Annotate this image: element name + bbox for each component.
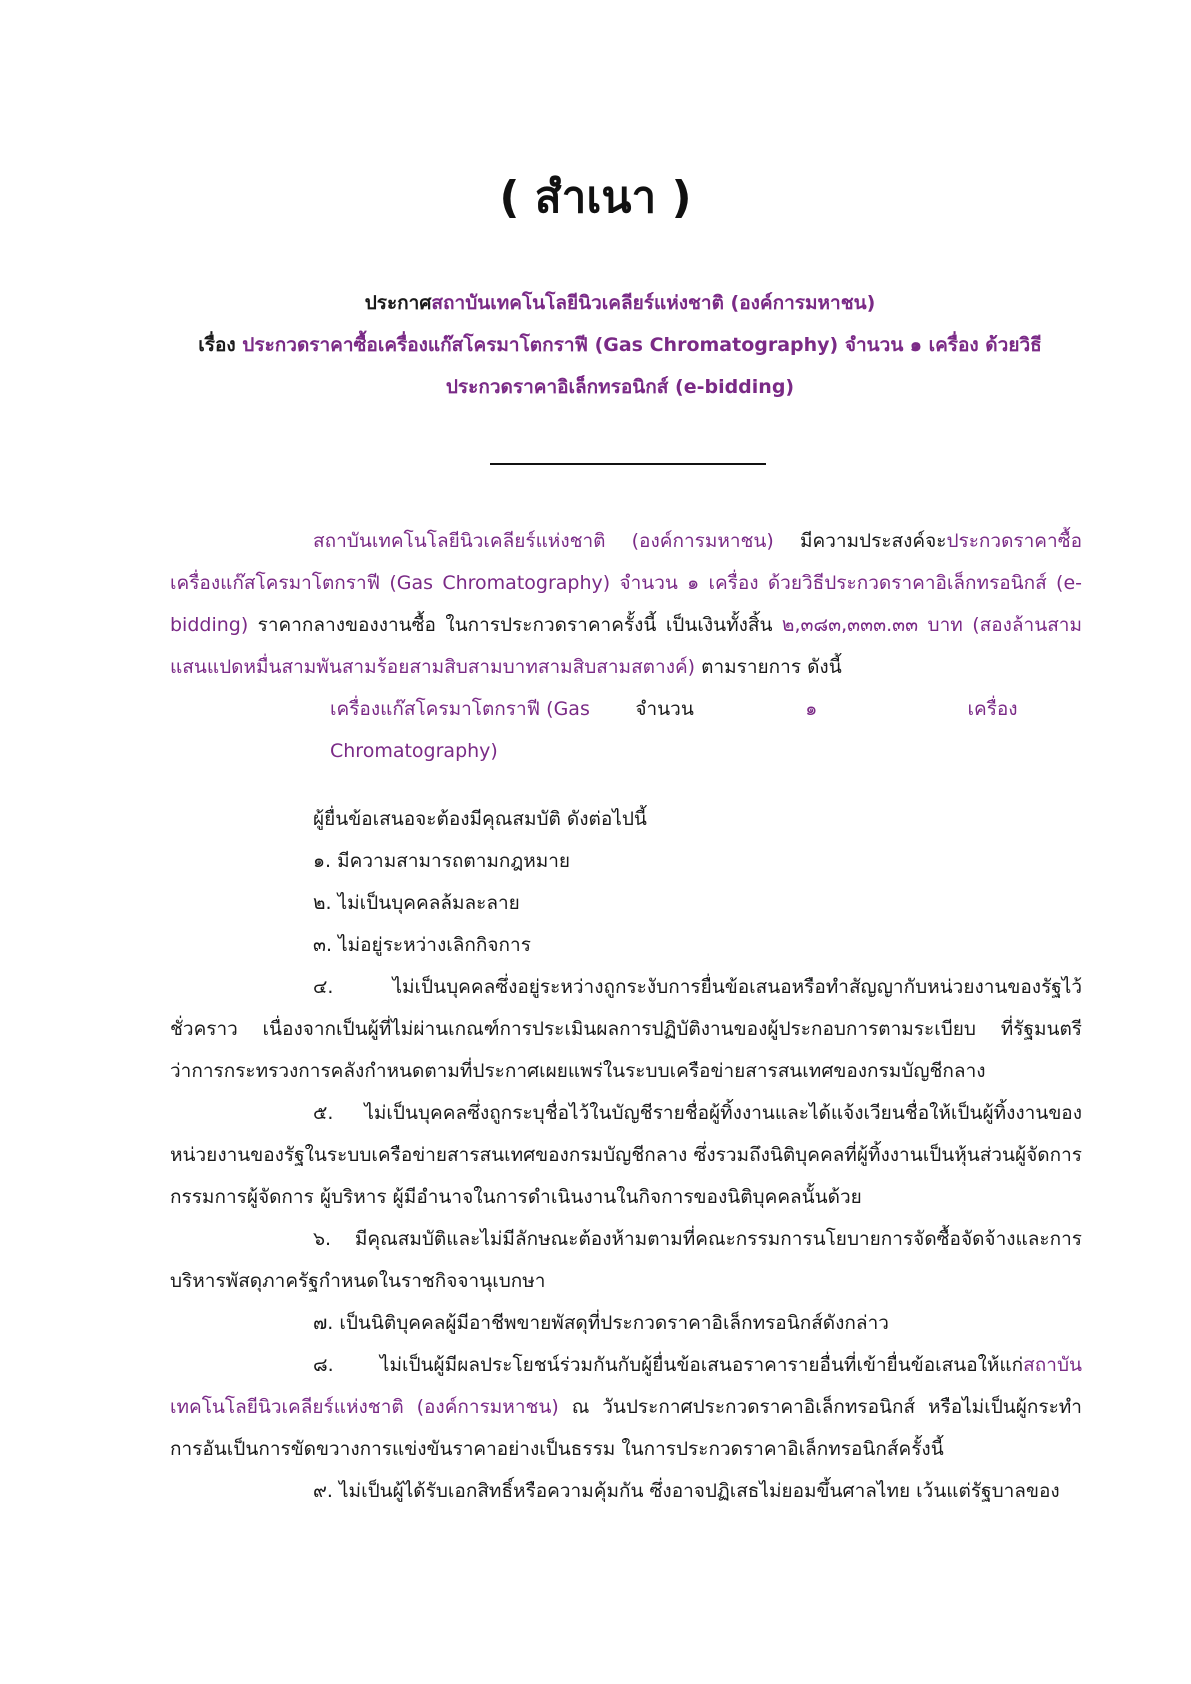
qualification-9: ๙. ไม่เป็นผู้ได้รับเอกสิทธิ์หรือความคุ้มกัน ซึ่งอาจปฏิเสธไม่ยอมขึ้นศาลไทย เว้นแต่รัฐบาลของ: [313, 1480, 1060, 1502]
qualification-6: ๖. มีคุณสมบัติและไม่มีลักษณะต้องห้ามตามที่คณะกรรมการนโยบายการจัดซื้อจัดจ้างและการบริหารพัสดุภาครัฐกำหนดในราชกิจจานุเบกษา: [170, 1228, 1082, 1292]
intro-text-1: มีความประสงค์จะ: [773, 530, 947, 552]
intro-subject: ประกวดราคาซื้อเครื่องแก๊สโครมาโตกราฟี (Gas Chromatography) จำนวน ๑ เครื่อง ด้วยวิธีประกวดราคาอิเล็กทรอนิกส์ (e-bidding): [170, 530, 1082, 636]
item-name: เครื่องแก๊สโครมาโตกราฟี (Gas Chromatography): [330, 698, 590, 762]
qualification-8: [170, 1344, 1082, 1470]
intro-paragraph: [170, 520, 1082, 688]
qualification-1: ๑. มีความสามารถตามกฎหมาย: [313, 850, 571, 872]
qualification-8-text-a: ๘. ไม่เป็นผู้มีผลประโยชน์ร่วมกันกับผู้ยื่นข้อเสนอราคารายอื่นที่เข้ายื่นข้อเสนอให้แก่: [313, 1354, 1024, 1376]
intro-organization: สถาบันเทคโนโลยีนิวเคลียร์แห่งชาติ (องค์การมหาชน): [313, 530, 774, 552]
title-subject: ประกวดราคาซื้อเครื่องแก๊สโครมาโตกราฟี (Gas Chromatography) จำนวน ๑ เครื่อง ด้วยวิธี: [242, 334, 1042, 356]
copy-mark: ( สำเนา ): [499, 172, 692, 223]
title-organization: สถาบันเทคโนโลยีนิวเคลียร์แห่งชาติ (องค์การมหาชน): [431, 292, 876, 314]
title-prefix: ประกาศ: [364, 292, 432, 314]
item-qty: ๑: [805, 698, 818, 720]
qualification-8-text-b: ณ วันประกาศประกวดราคาอิเล็กทรอนิกส์ หรือไม่เป็นผู้กระทำการอันเป็นการขัดขวางการแข่งขันราคาอย่างเป็นธรรม ในการประกวดราคาอิเล็กทรอนิกส์ครั้งนี้: [170, 1396, 1082, 1460]
qualification-3: ๓. ไม่อยู่ระหว่างเลิกกิจการ: [313, 934, 531, 956]
qualification-4: ๔. ไม่เป็นบุคคลซึ่งอยู่ระหว่างถูกระงับการยื่นข้อเสนอหรือทำสัญญากับหน่วยงานของรัฐไว้ชั่วคราว เนื่องจากเป็นผู้ที่ไม่ผ่านเกณฑ์การประเมินผลการปฏิบัติงานของผู้ประกอบการตามระเบียบ ที่รัฐมนตรีว่าการกระทรวงการคลังกำหนดตามที่ประกาศเผยแพร่ในระบบเครือข่ายสารสนเทศของกรมบัญชีกลาง: [170, 976, 1082, 1082]
item-row: [330, 688, 1082, 772]
qualification-7: ๗. เป็นนิติบุคคลผู้มีอาชีพขายพัสดุที่ประกวดราคาอิเล็กทรอนิกส์ดังกล่าว: [313, 1312, 889, 1334]
item-unit: เครื่อง: [967, 698, 1018, 720]
document-body: [170, 520, 1082, 1512]
qualification-8-organization: สถาบันเทคโนโลยีนิวเคลียร์แห่งชาติ (องค์การมหาชน): [170, 1354, 1082, 1418]
qualification-2: ๒. ไม่เป็นบุคคลล้มละลาย: [313, 892, 520, 914]
announcement-title: [160, 282, 1080, 408]
title-line-2: [160, 324, 1080, 366]
qualification-5: ๕. ไม่เป็นบุคคลซึ่งถูกระบุชื่อไว้ในบัญชีรายชื่อผู้ทิ้งงานและได้แจ้งเวียนชื่อให้เป็นผู้ทิ้งงานของหน่วยงานของรัฐในระบบเครือข่ายสารสนเทศของกรมบัญชีกลาง ซึ่งรวมถึงนิติบุคคลที่ผู้ทิ้งงานเป็นหุ้นส่วนผู้จัดการ กรรมการผู้จัดการ ผู้บริหาร ผู้มีอำนาจในการดำเนินงานในกิจการของนิติบุคคลนั้นด้วย: [170, 1102, 1082, 1208]
intro-text-3: ตามรายการ ดังนี้: [695, 656, 842, 678]
title-divider: [490, 463, 766, 465]
item-qty-label: จำนวน: [635, 698, 694, 720]
title-line-1: [160, 282, 1080, 324]
subject-prefix: เรื่อง: [198, 334, 236, 356]
intro-amount: ๒,๓๘๓,๓๓๓.๓๓ บาท (สองล้านสามแสนแปดหมื่นสามพันสามร้อยสามสิบสามบาทสามสิบสามสตางค์): [170, 614, 1083, 678]
qualifications-heading: ผู้ยื่นข้อเสนอจะต้องมีคุณสมบัติ ดังต่อไปนี้: [313, 808, 647, 830]
intro-text-2: ราคากลางของงานซื้อ ในการประกวดราคาครั้งนี้ เป็นเงินทั้งสิ้น: [248, 614, 782, 636]
title-line-3: ประกวดราคาอิเล็กทรอนิกส์ (e-bidding): [445, 376, 795, 398]
